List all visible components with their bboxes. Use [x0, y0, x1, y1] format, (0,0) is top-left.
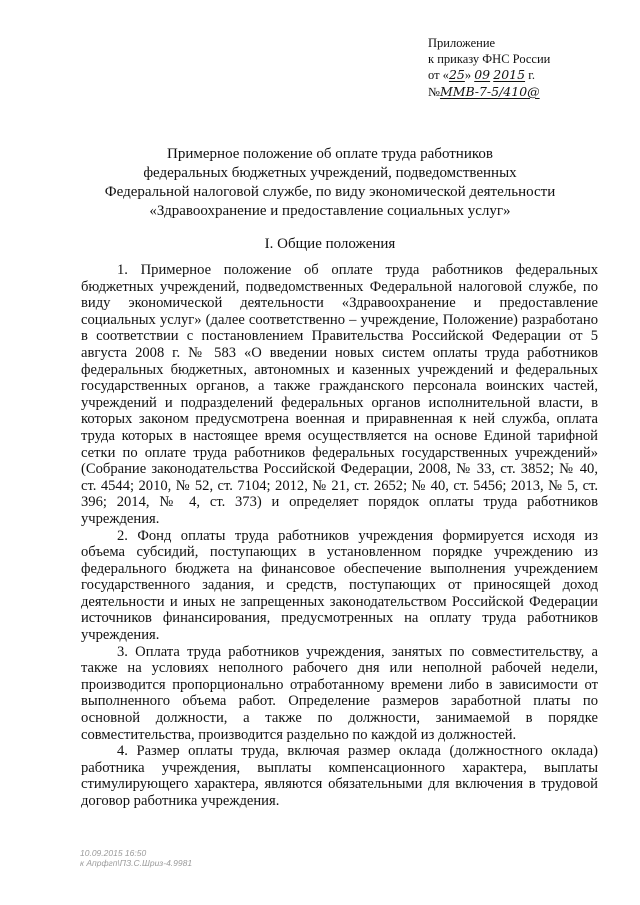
appendix-date: от «25» 09 2015 г. — [428, 67, 536, 82]
paragraph-2: 2. Фонд оплаты труда работников учреждения формируется исходя из объема субсидий, поступающих в установленном порядке учреждению из федерального бюджета на финансовое обеспечение выполнения учреждением государственного задания, и средств, поступающих от приносящей доход деятельности и иных не запрещенных законодательством Российской Федерации источников финансирования, предусмотренных на оплату труда работников учреждения. — [81, 527, 598, 644]
title-line-3: Федеральной налоговой службе, по виду экономической деятельности — [104, 184, 556, 200]
title-line-4: «Здравоохранение и предоставление социальных услуг» — [149, 203, 511, 219]
paragraph-4: 4. Размер оплаты труда, включая размер оклада (должностного оклада) работника учреждения, выплаты компенсационного характера, выплаты стимулирующего характера, являются обязательными для включения в трудовой договор работника учреждения. — [81, 743, 598, 809]
appendix-date-year: 2015 — [493, 67, 526, 82]
appendix-number: №ММВ-7-5/410@ — [428, 83, 540, 99]
appendix-number-value: ММВ-7-5/410@ — [439, 83, 540, 99]
appendix-block — [428, 36, 628, 100]
title-line-2: федеральных бюджетных учреждений, подведомственных — [143, 165, 517, 181]
footer-file-ref: к Апрфгп\ПЗ.С.Шриз-4.9981 — [80, 858, 193, 868]
paragraph-3: 3. Оплата труда работников учреждения, занятых по совместительству, а также на условиях неполного рабочего дня или неполной рабочей недели, производится пропорционально отработанному времени либо в зависимости от выполненного объема работ. Определение размеров заработной платы по основной должности, а также по должности, занимаемой в порядке совместительства, производится раздельно по каждой из должностей. — [81, 643, 598, 743]
document-title — [60, 145, 600, 221]
paragraph-1: 1. Примерное положение об оплате труда работников федеральных бюджетных учреждений, подведомственных Федеральной налоговой службе, по виду экономической деятельности «Здравоохранение и предоставление социальных услуг» (далее соответственно – учреждение, Положение) разработано в соответствии с постановлением Правительства Российской Федерации от 5 августа 2008 г. № 583 «О введении новых систем оплаты труда работников федеральных бюджетных, автономных и казенных учреждений и федеральных государственных органов, а также гражданского персонала воинских частей, учреждений и подразделений федеральных органов исполнительной власти, в которых законом предусмотрена военная и приравненная к ней служба, оплата труда которых в настоящее время осуществляется на основе Единой тарифной сетки по оплате труда работников федеральных государственных учреждений» (Собрание законодательства Российской Федерации, 2008, № 33, ст. 3852; № 40, ст. 4544; 2010, № 52, ст. 7104; 2012, № 21, ст. 2652; № 40, ст. 5456; 2013, № 5, ст. 396; 2014, № 4, ст. 373) и определяет порядок оплаты труда работников учреждения. — [81, 262, 598, 527]
appendix-date-day: 25 — [448, 67, 465, 82]
appendix-date-month: 09 — [474, 67, 491, 82]
document-body — [81, 262, 598, 810]
footer-timestamp: 10.09.2015 16:50 — [80, 848, 147, 858]
title-line-1: Примерное положение об оплате труда работников — [167, 146, 493, 162]
appendix-label: Приложение — [428, 36, 496, 50]
appendix-order-ref: к приказу ФНС России — [428, 51, 551, 66]
section-heading: I. Общие положения — [264, 236, 396, 252]
footer-stamp — [80, 848, 192, 868]
